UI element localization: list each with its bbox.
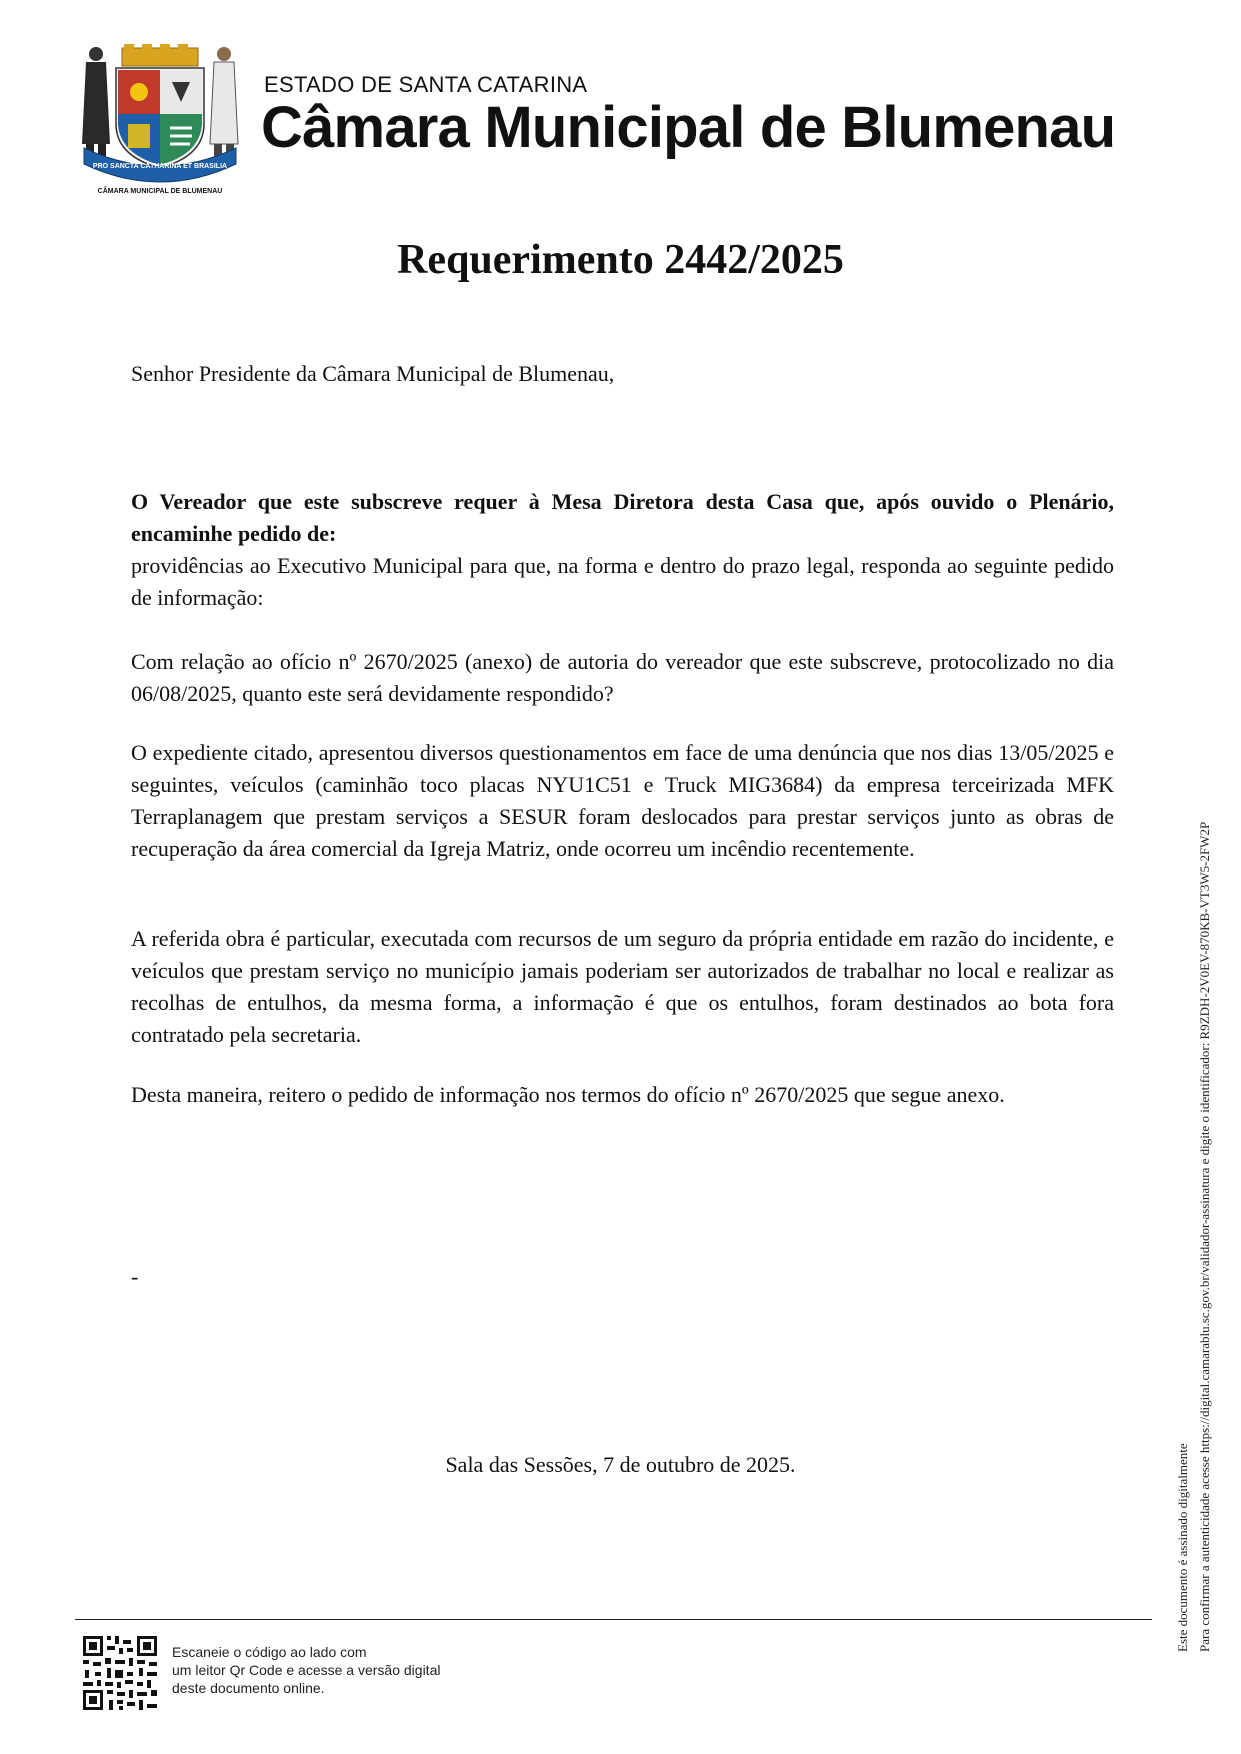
crest-crown xyxy=(122,44,198,66)
separator-dash: - xyxy=(131,1264,139,1289)
state-name: ESTADO DE SANTA CATARINA xyxy=(264,72,588,97)
qr-code[interactable] xyxy=(81,1634,159,1712)
crest-left-figure xyxy=(82,47,110,156)
digital-signature-notice: Este documento é assinado digitalmente Para confirmar a autenticidade acesse https://digital.camarablu.sc.gov.br/validador-assinatura e digite o identificador: R9ZDH-2V0EV-870KB-VT3W5-2FW2P xyxy=(1172,822,1216,1652)
municipal-crest-logo xyxy=(80,44,240,196)
document-title: Requerimento 2442/2025 xyxy=(397,237,844,283)
footer-divider xyxy=(75,1619,1152,1620)
validation-url-text[interactable]: Para confirmar a autenticidade acesse https://digital.camarablu.sc.gov.br/validador-assinatura e digite o identificador: R9ZDH-2V0EV-870KB-VT3W5-2FW2P xyxy=(1197,821,1212,1652)
chamber-name: Câmara Municipal de Blumenau xyxy=(261,95,1116,160)
body-paragraph: O expediente citado, apresentou diversos questionamentos em face de uma denúncia que nos dias 13/05/2025 e seguintes, veículos (caminhão toco placas NYU1C51 e Truck MIG3684) da empresa terceirizada MFK Terraplanagem que prestam serviços a SESUR foram deslocados para prestar serviços junto as obras de recuperação da área comercial da Igreja Matriz, onde ocorreu um incêndio recentemente. xyxy=(131,740,1114,861)
crest-motto: PRO SANCTA CATHARINA ET BRASILIA xyxy=(92,163,228,170)
intro-paragraph xyxy=(131,486,1114,614)
body-paragraph: Com relação ao ofício nº 2670/2025 (anexo) de autoria do vereador que este subscreve, protocolizado no dia 06/08/2025, quanto este será devidamente respondido? xyxy=(131,649,1114,706)
intro-text: providências ao Executivo Municipal para que, na forma e dentro do prazo legal, responda ao seguinte pedido de informação: xyxy=(131,553,1114,610)
crest-shield xyxy=(116,68,204,168)
crest-right-figure xyxy=(210,47,238,156)
qr-instructions: Escaneie o código ao lado com um leitor Qr Code e acesse a versão digital deste documento online. xyxy=(172,1644,441,1696)
intro-bold-text: O Vereador que este subscreve requer à Mesa Diretora desta Casa que, após ouvido o Plenário, encaminhe pedido de: xyxy=(131,489,1114,546)
closing-location-date: Sala das Sessões, 7 de outubro de 2025. xyxy=(445,1452,796,1477)
body-paragraph: A referida obra é particular, executada com recursos de um seguro da própria entidade em razão do incidente, e veículos que prestam serviço no município jamais poderiam ser autorizados de trabalhar no local e realizar as recolhas de entulhos, da mesma forma, a informação é que os entulhos, foram destinados ao bota fora contratado pela secretaria. xyxy=(131,926,1114,1047)
body-paragraph: Desta maneira, reitero o pedido de informação nos termos do ofício nº 2670/2025 que segue anexo. xyxy=(131,1082,1005,1107)
salutation: Senhor Presidente da Câmara Municipal de Blumenau, xyxy=(131,361,615,386)
crest-caption: CÂMARA MUNICIPAL DE BLUMENAU xyxy=(97,188,223,195)
